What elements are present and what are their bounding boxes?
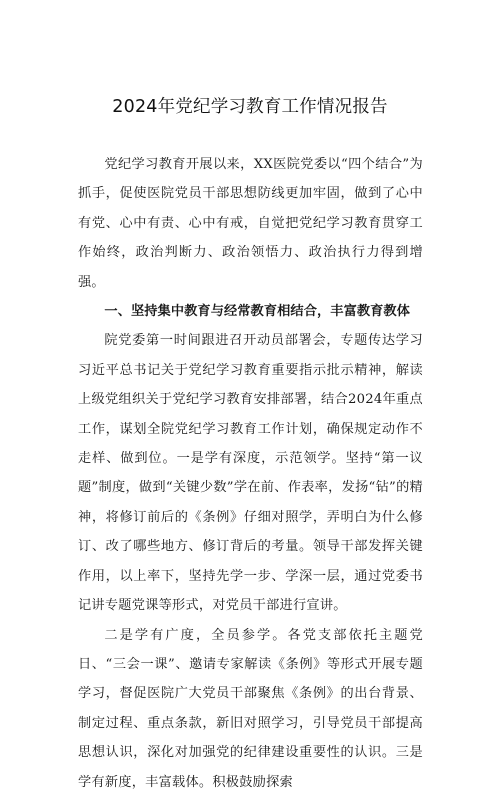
body-paragraph: 院党委第一时间跟进召开动员部署会，专题传达学习习近平总书记关于党纪学习教育重要指示批示精神，解读上级党组织关于党纪学习教育安排部署，结合2024年重点工作，谋划全院党纪学习教育工作计划，确保规定动作不走样、做到位。一是学有深度，示范领学。坚持“第一议题”制度，做到“关键少数”学在前、作表率，发扬“钻”的精神，将修订前后的《条例》仔细对照学，弄明白为什么修订、改了哪些地方、修订背后的考量。领导干部发挥关键作用，以上率下，坚持先学一步、学深一层，通过党委书记讲专题党课等形式，对党员干部进行宣讲。	[78, 333, 423, 614]
section-heading: 一、坚持集中教育与经常教育相结合，丰富教育教体	[104, 304, 411, 320]
document-title: 2024年党纪学习教育工作情况报告	[112, 97, 388, 117]
document-body	[78, 150, 423, 797]
body-paragraph: 二是学有广度，全员参学。各党支部依托主题党日、“三会一课”、邀请专家解读《条例》等形式开展专题学习，督促医院广大党员干部聚焦《条例》的出台背景、制定过程、重点条款，新旧对照学习，引导党员干部提高思想认识，深化对加强党的纪律建设重要性的认识。三是学有新度，丰富载体。积极鼓励探索	[78, 627, 423, 790]
intro-paragraph: 党纪学习教育开展以来，XX医院党委以“四个结合”为抓手，促使医院党员干部思想防线更加牢固，做到了心中有党、心中有责、心中有戒，自觉把党纪学习教育贯穿工作始终，政治判断力、政治领悟力、政治执行力得到增强。	[78, 157, 423, 290]
